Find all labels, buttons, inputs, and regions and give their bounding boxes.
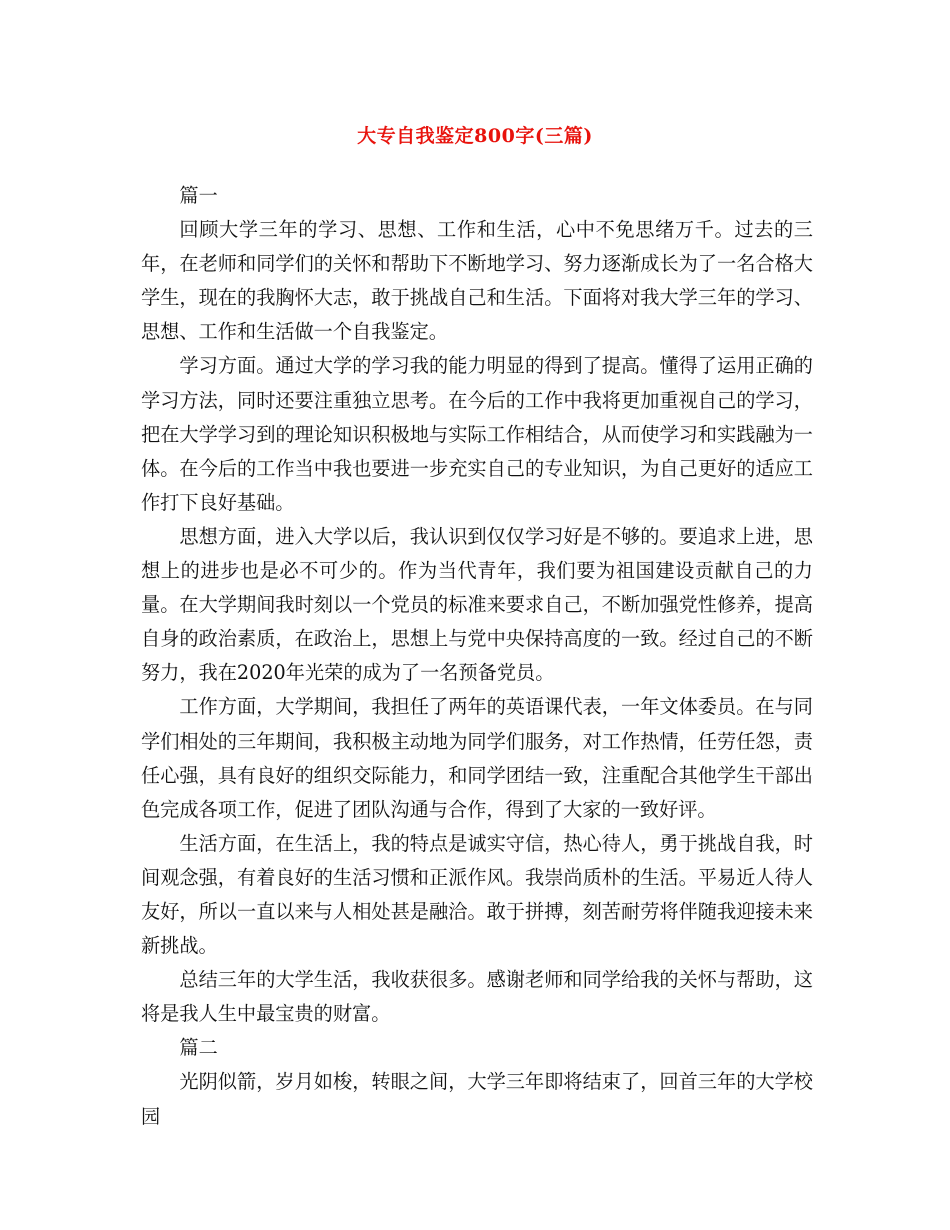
document-body xyxy=(141,179,813,1134)
section-heading-1: 篇一 xyxy=(179,184,218,207)
paragraph-work: 工作方面，大学期间，我担任了两年的英语课代表，一年文体委员。在与同学们相处的三年期间，我积极主动地为同学们服务，对工作热情，任劳任怨，责任心强，具有良好的组织交际能力，和同学团结一致，注重配合其他学生干部出色完成各项工作，促进了团队沟通与合作，得到了大家的一致好评。 xyxy=(141,695,813,821)
section-heading-2: 篇二 xyxy=(179,1036,218,1060)
paragraph-thought: 思想方面，进入大学以后，我认识到仅仅学习好是不够的。要追求上进，思想上的进步也是必不可少的。作为当代青年，我们要为祖国建设贡献自己的力量。在大学期间我时刻以一个党员的标准来要求自己，不断加强党性修养，提高自身的政治素质，在政治上，思想上与党中央保持高度的一致。经过自己的不断努力，我在2020年光荣的成为了一名预备党员。 xyxy=(141,524,813,685)
document-title: 大专自我鉴定800字(三篇) xyxy=(357,125,593,147)
paragraph-part2-intro: 光阴似箭，岁月如梭，转眼之间，大学三年即将结束了，回首三年的大学校园 xyxy=(141,1070,813,1128)
paragraph-summary: 总结三年的大学生活，我收获很多。感谢老师和同学给我的关怀与帮助，这将是我人生中最宝贵的财富。 xyxy=(141,968,813,1026)
paragraph-life: 生活方面，在生活上，我的特点是诚实守信，热心待人，勇于挑战自我，时间观念强，有着良好的生活习惯和正派作风。我崇尚质朴的生活。平易近人待人友好，所以一直以来与人相处甚是融洽。敢于拼搏，刻苦耐劳将伴随我迎接未来新挑战。 xyxy=(141,831,813,958)
paragraph-study: 学习方面。通过大学的学习我的能力明显的得到了提高。懂得了运用正确的学习方法，同时还要注重独立思考。在今后的工作中我将更加重视自己的学习，把在大学学习到的理论知识积极地与实际工作相结合，从而使学习和实践融为一体。在今后的工作当中我也要进一步充实自己的专业知识，为自己更好的适应工作打下良好基础。 xyxy=(141,354,813,514)
paragraph-intro: 回顾大学三年的学习、思想、工作和生活，心中不免思绪万千。过去的三年，在老师和同学们的关怀和帮助下不断地学习、努力逐渐成长为了一名合格大学生，现在的我胸怀大志，敢于挑战自己和生活。下面将对我大学三年的学习、思想、工作和生活做一个自我鉴定。 xyxy=(141,218,813,344)
